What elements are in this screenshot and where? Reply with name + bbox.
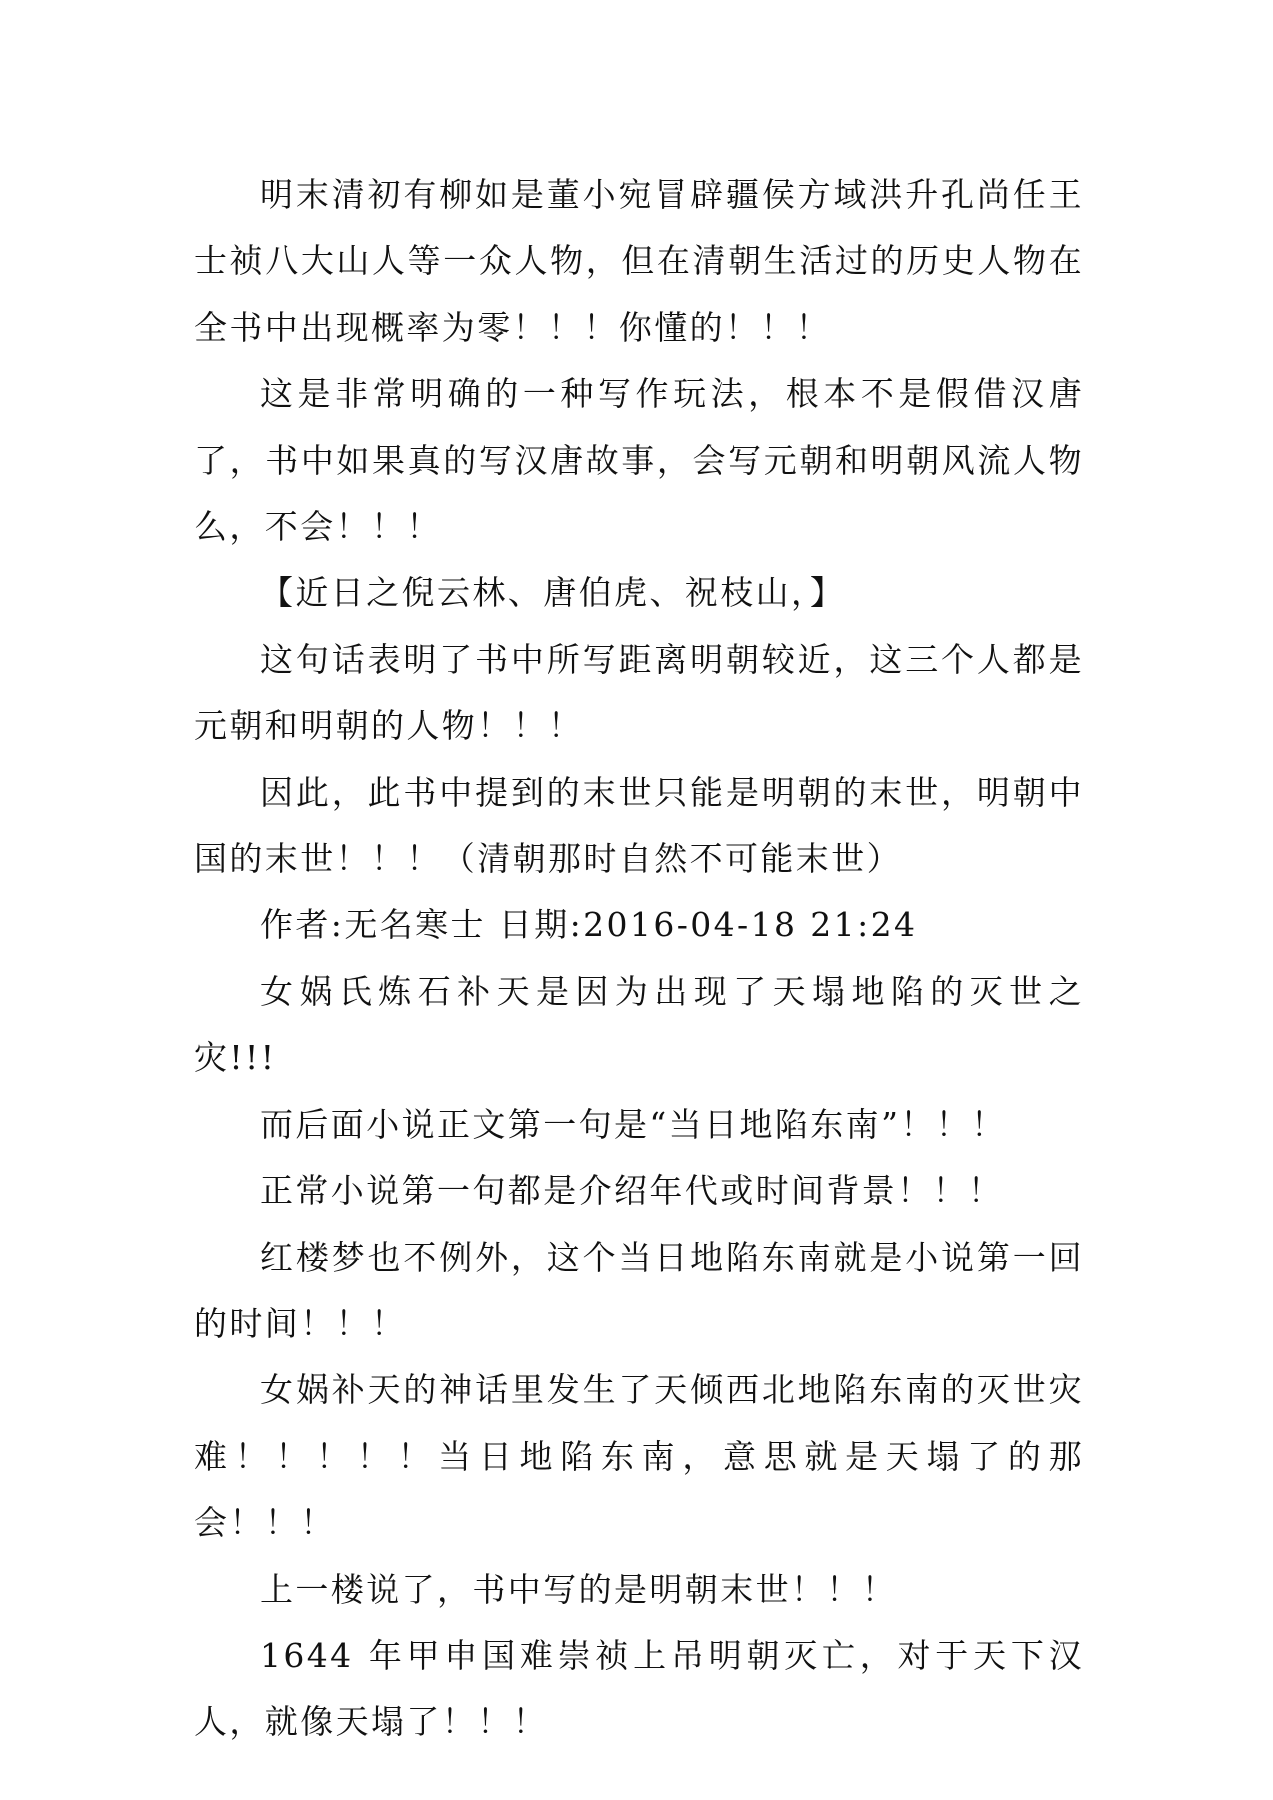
paragraph-quote: 【近日之倪云林、唐伯虎、祝枝山，】	[260, 573, 846, 613]
paragraph-1644: 1644 年甲申国难崇祯上吊明朝灭亡，对于天下汉人，就像天塌了！！！	[194, 1635, 1084, 1742]
document-body	[194, 162, 1084, 1756]
paragraph-conclusion: 因此，此书中提到的末世只能是明朝的末世，明朝中国的末世！！！（清朝那时自然不可能末世）	[194, 772, 1084, 879]
paragraph-figures: 明末清初有柳如是董小宛冒辟疆侯方域洪升孔尚任王士祯八大山人等一众人物，但在清朝生活过的历史人物在全书中出现概率为零！！！你懂的！！！	[194, 175, 1084, 347]
paragraph-hongloumeng: 红楼梦也不例外，这个当日地陷东南就是小说第一回的时间！！！	[194, 1237, 1084, 1343]
paragraph-first-sentence: 而后面小说正文第一句是“当日地陷东南”！！！	[260, 1104, 1007, 1144]
paragraph-myth: 女娲补天的神话里发生了天倾西北地陷东南的灭世灾难！！！！！当日地陷东南，意思就是天塌了的那会！！！	[194, 1370, 1084, 1543]
post-author-date: 作者:无名寒士 日期:2016-04-18 21:24	[260, 905, 918, 945]
paragraph-nuwa: 女娲氏炼石补天是因为出现了天塌地陷的灭世之灾!!!	[194, 971, 1084, 1078]
paragraph-previous-floor: 上一楼说了，书中写的是明朝末世！！！	[260, 1569, 898, 1609]
paragraph-quote-explanation: 这句话表明了书中所写距离明朝较近，这三个人都是元朝和明朝的人物！！！	[194, 639, 1084, 746]
paragraph-writing-style: 这是非常明确的一种写作玩法，根本不是假借汉唐了，书中如果真的写汉唐故事，会写元朝和明朝风流人物么，不会！！！	[194, 374, 1084, 547]
paragraph-normal-novel: 正常小说第一句都是介绍年代或时间背景！！！	[260, 1171, 1004, 1211]
